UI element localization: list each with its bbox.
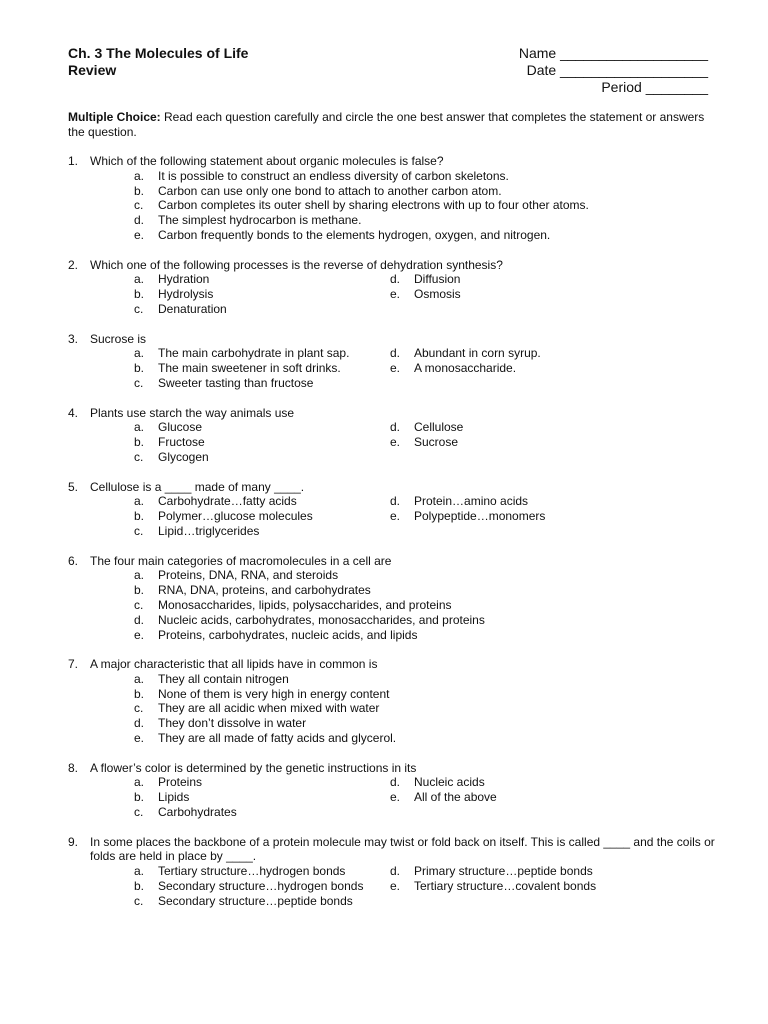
option-letter: c. (134, 523, 144, 538)
answer-option[interactable] (134, 568, 710, 583)
option-text: Tertiary structure…hydrogen bonds (158, 864, 346, 879)
option-letter: a. (134, 420, 145, 435)
answer-option[interactable] (134, 672, 710, 687)
option-letter: c. (134, 301, 144, 316)
option-letter: a. (134, 671, 145, 686)
period-line: Period ________ (601, 79, 708, 95)
option-text: Nucleic acids (414, 775, 485, 790)
option-letter: d. (134, 716, 145, 731)
answer-option[interactable] (390, 435, 710, 450)
option-text: Osmosis (414, 287, 461, 302)
answer-option[interactable] (134, 287, 390, 302)
question-number: 1. (68, 154, 79, 168)
option-letter: c. (134, 805, 144, 820)
answer-option[interactable] (134, 687, 710, 702)
answer-option[interactable] (134, 198, 710, 213)
option-letter: c. (134, 375, 144, 390)
option-letter: d. (390, 346, 401, 361)
answer-option[interactable] (134, 894, 390, 909)
option-text: Abundant in corn syrup. (414, 346, 541, 361)
option-letter: c. (134, 449, 144, 464)
option-text: A monosaccharide. (414, 361, 517, 376)
answer-option[interactable] (390, 361, 710, 376)
question-number: 7. (68, 657, 79, 672)
option-letter: d. (134, 213, 145, 228)
answer-option[interactable] (134, 346, 390, 361)
option-text: It is possible to construct an endless diversity of carbon skeletons. (158, 168, 509, 183)
option-letter: d. (390, 494, 401, 509)
answer-option[interactable] (134, 805, 390, 820)
answer-option[interactable] (390, 287, 710, 302)
question-text: Which one of the following processes is the reverse of dehydration synthesis? (90, 257, 503, 272)
question-7 (68, 657, 718, 746)
question-text: In some places the backbone of a protein molecule may twist or fold back on itself. This is called ____ and the coils or folds are held in place by ____. (90, 834, 715, 864)
option-text: Carbohydrates (158, 805, 237, 820)
option-letter: a. (134, 568, 145, 583)
answer-option[interactable] (134, 701, 710, 716)
answer-option[interactable] (134, 509, 390, 524)
option-letter: e. (134, 627, 145, 642)
option-text: The main carbohydrate in plant sap. (158, 346, 350, 361)
option-letter: e. (390, 287, 401, 302)
answer-option[interactable] (390, 879, 710, 894)
option-letter: a. (134, 494, 145, 509)
question-number: 6. (68, 553, 79, 568)
answer-options (68, 568, 718, 642)
option-letter: b. (134, 287, 145, 302)
answer-option[interactable] (390, 494, 710, 509)
option-letter: e. (390, 361, 401, 376)
question-number: 5. (68, 479, 79, 494)
option-text: Polymer…glucose molecules (158, 509, 313, 524)
option-text: Protein…amino acids (414, 494, 529, 509)
answer-option[interactable] (390, 272, 710, 287)
answer-option[interactable] (390, 775, 710, 790)
question-stem (68, 332, 718, 347)
option-letter: b. (134, 435, 145, 450)
answer-option[interactable] (134, 494, 390, 509)
question-text: Plants use starch the way animals use (90, 405, 295, 420)
option-letter: e. (390, 509, 401, 524)
option-text: Carbon completes its outer shell by sharing electrons with up to four other atoms. (158, 198, 589, 213)
answer-options (68, 420, 718, 464)
question-stem (68, 835, 718, 865)
answer-options (68, 272, 718, 316)
answer-option[interactable] (134, 524, 390, 539)
answer-options (68, 169, 718, 243)
option-text: Cellulose (414, 420, 464, 435)
answer-option[interactable] (134, 169, 710, 184)
option-letter: d. (134, 612, 145, 627)
answer-options (68, 864, 718, 908)
answer-options (68, 494, 718, 538)
answer-option[interactable] (390, 509, 710, 524)
option-text: Lipid…triglycerides (158, 523, 260, 538)
option-letter: e. (390, 879, 401, 894)
question-text: Cellulose is a ____ made of many ____. (90, 479, 305, 494)
question-stem (68, 154, 718, 169)
question-2 (68, 258, 718, 317)
answer-option[interactable] (134, 775, 390, 790)
question-text: The four main categories of macromolecules in a cell are (90, 553, 392, 568)
answer-option[interactable] (134, 376, 390, 391)
answer-option[interactable] (134, 790, 390, 805)
option-text: Carbon can use only one bond to attach to another carbon atom. (158, 183, 502, 198)
option-text: Glycogen (158, 449, 209, 464)
answer-option[interactable] (390, 346, 710, 361)
answer-option[interactable] (134, 613, 710, 628)
option-letter: a. (134, 168, 145, 183)
option-letter: c. (134, 701, 144, 716)
option-text: Glucose (158, 420, 203, 435)
answer-option[interactable] (390, 420, 710, 435)
answer-option[interactable] (134, 716, 710, 731)
answer-options (68, 346, 718, 390)
option-letter: e. (134, 731, 145, 746)
answer-option[interactable] (134, 302, 390, 317)
option-letter: c. (134, 893, 144, 908)
option-text: Fructose (158, 435, 205, 450)
answer-option[interactable] (390, 864, 710, 879)
option-text: Carbon frequently bonds to the elements hydrogen, oxygen, and nitrogen. (158, 227, 551, 242)
option-text: Sucrose (414, 435, 459, 450)
option-letter: b. (134, 879, 145, 894)
option-letter: e. (390, 790, 401, 805)
answer-option[interactable] (134, 731, 710, 746)
answer-option[interactable] (134, 435, 390, 450)
option-text: Carbohydrate…fatty acids (158, 494, 297, 509)
question-text: A flower’s color is determined by the genetic instructions in its (90, 760, 417, 775)
option-text: Proteins, DNA, RNA, and steroids (158, 568, 339, 583)
option-letter: a. (134, 272, 145, 287)
option-letter: d. (390, 864, 401, 879)
option-text: Hydrolysis (158, 287, 214, 302)
answer-option[interactable] (134, 272, 390, 287)
option-text: They are all acidic when mixed with water (158, 701, 380, 716)
question-stem (68, 657, 718, 672)
answer-option[interactable] (134, 879, 390, 894)
question-3 (68, 332, 718, 391)
question-stem (68, 554, 718, 569)
option-letter: b. (134, 361, 145, 376)
option-text: None of them is very high in energy content (158, 686, 390, 701)
option-letter: c. (134, 597, 144, 612)
question-1 (68, 154, 718, 243)
answer-option[interactable] (134, 598, 710, 613)
option-text: Denaturation (158, 301, 227, 316)
title-line-1: Ch. 3 The Molecules of Life (68, 45, 249, 61)
question-text: Which of the following statement about organic molecules is false? (90, 154, 444, 168)
option-letter: d. (390, 272, 401, 287)
option-text: Proteins (158, 775, 203, 790)
question-stem (68, 480, 718, 495)
answer-option[interactable] (134, 628, 710, 643)
option-text: Diffusion (414, 272, 461, 287)
name-line: Name ___________________ (518, 45, 708, 61)
option-text: Secondary structure…peptide bonds (158, 893, 353, 908)
question-6 (68, 554, 718, 643)
option-text: Tertiary structure…covalent bonds (414, 879, 597, 894)
answer-option[interactable] (134, 228, 710, 243)
option-letter: d. (390, 775, 401, 790)
option-text: Proteins, carbohydrates, nucleic acids, and lipids (158, 627, 418, 642)
option-text: The main sweetener in soft drinks. (158, 361, 341, 376)
option-text: They are all made of fatty acids and glycerol. (158, 731, 397, 746)
title-line-2: Review (68, 62, 117, 78)
option-text: Primary structure…peptide bonds (414, 864, 593, 879)
answer-option[interactable] (134, 184, 710, 199)
option-letter: b. (134, 583, 145, 598)
question-5 (68, 480, 718, 539)
answer-option[interactable] (134, 361, 390, 376)
question-4 (68, 406, 718, 465)
option-text: RNA, DNA, proteins, and carbohydrates (158, 583, 371, 598)
option-text: Polypeptide…monomers (414, 509, 546, 524)
question-number: 8. (68, 760, 79, 775)
answer-option[interactable] (390, 790, 710, 805)
instructions (68, 110, 708, 140)
option-text: They don’t dissolve in water (158, 716, 307, 731)
option-letter: e. (390, 435, 401, 450)
option-letter: b. (134, 183, 145, 198)
question-stem (68, 258, 718, 273)
instructions-text: Read each question carefully and circle the one best answer that completes the statement or answers the question. (68, 110, 705, 139)
answer-option[interactable] (134, 213, 710, 228)
option-text: The simplest hydrocarbon is methane. (158, 213, 362, 228)
option-text: Nucleic acids, carbohydrates, monosaccharides, and proteins (158, 612, 485, 627)
worksheet-title (68, 45, 248, 79)
option-letter: a. (134, 775, 145, 790)
answer-options (68, 672, 718, 746)
question-stem (68, 406, 718, 421)
question-text: Sucrose is (90, 331, 147, 346)
option-text: Sweeter tasting than fructose (158, 375, 314, 390)
option-letter: a. (134, 346, 145, 361)
question-text: A major characteristic that all lipids have in common is (90, 657, 378, 672)
option-text: All of the above (414, 790, 497, 805)
option-text: Monosaccharides, lipids, polysaccharides, and proteins (158, 597, 452, 612)
question-9 (68, 835, 718, 909)
option-text: Secondary structure…hydrogen bonds (158, 879, 364, 894)
option-letter: c. (134, 198, 144, 213)
option-letter: b. (134, 790, 145, 805)
answer-option[interactable] (134, 450, 390, 465)
date-line: Date ___________________ (526, 62, 708, 78)
answer-options (68, 775, 718, 819)
question-8 (68, 761, 718, 820)
student-info (519, 45, 708, 96)
option-letter: d. (390, 420, 401, 435)
option-letter: b. (134, 509, 145, 524)
question-number: 3. (68, 331, 79, 346)
option-letter: e. (134, 227, 145, 242)
question-number: 9. (68, 834, 79, 849)
option-text: Lipids (158, 790, 190, 805)
question-number: 4. (68, 405, 79, 420)
option-text: They all contain nitrogen (158, 671, 289, 686)
answer-option[interactable] (134, 420, 390, 435)
question-stem (68, 761, 718, 776)
instructions-label: Multiple Choice: (68, 110, 161, 124)
question-number: 2. (68, 257, 79, 272)
answer-option[interactable] (134, 864, 390, 879)
question-list (68, 154, 718, 923)
option-letter: b. (134, 686, 145, 701)
answer-option[interactable] (134, 583, 710, 598)
option-text: Hydration (158, 272, 210, 287)
option-letter: a. (134, 864, 145, 879)
